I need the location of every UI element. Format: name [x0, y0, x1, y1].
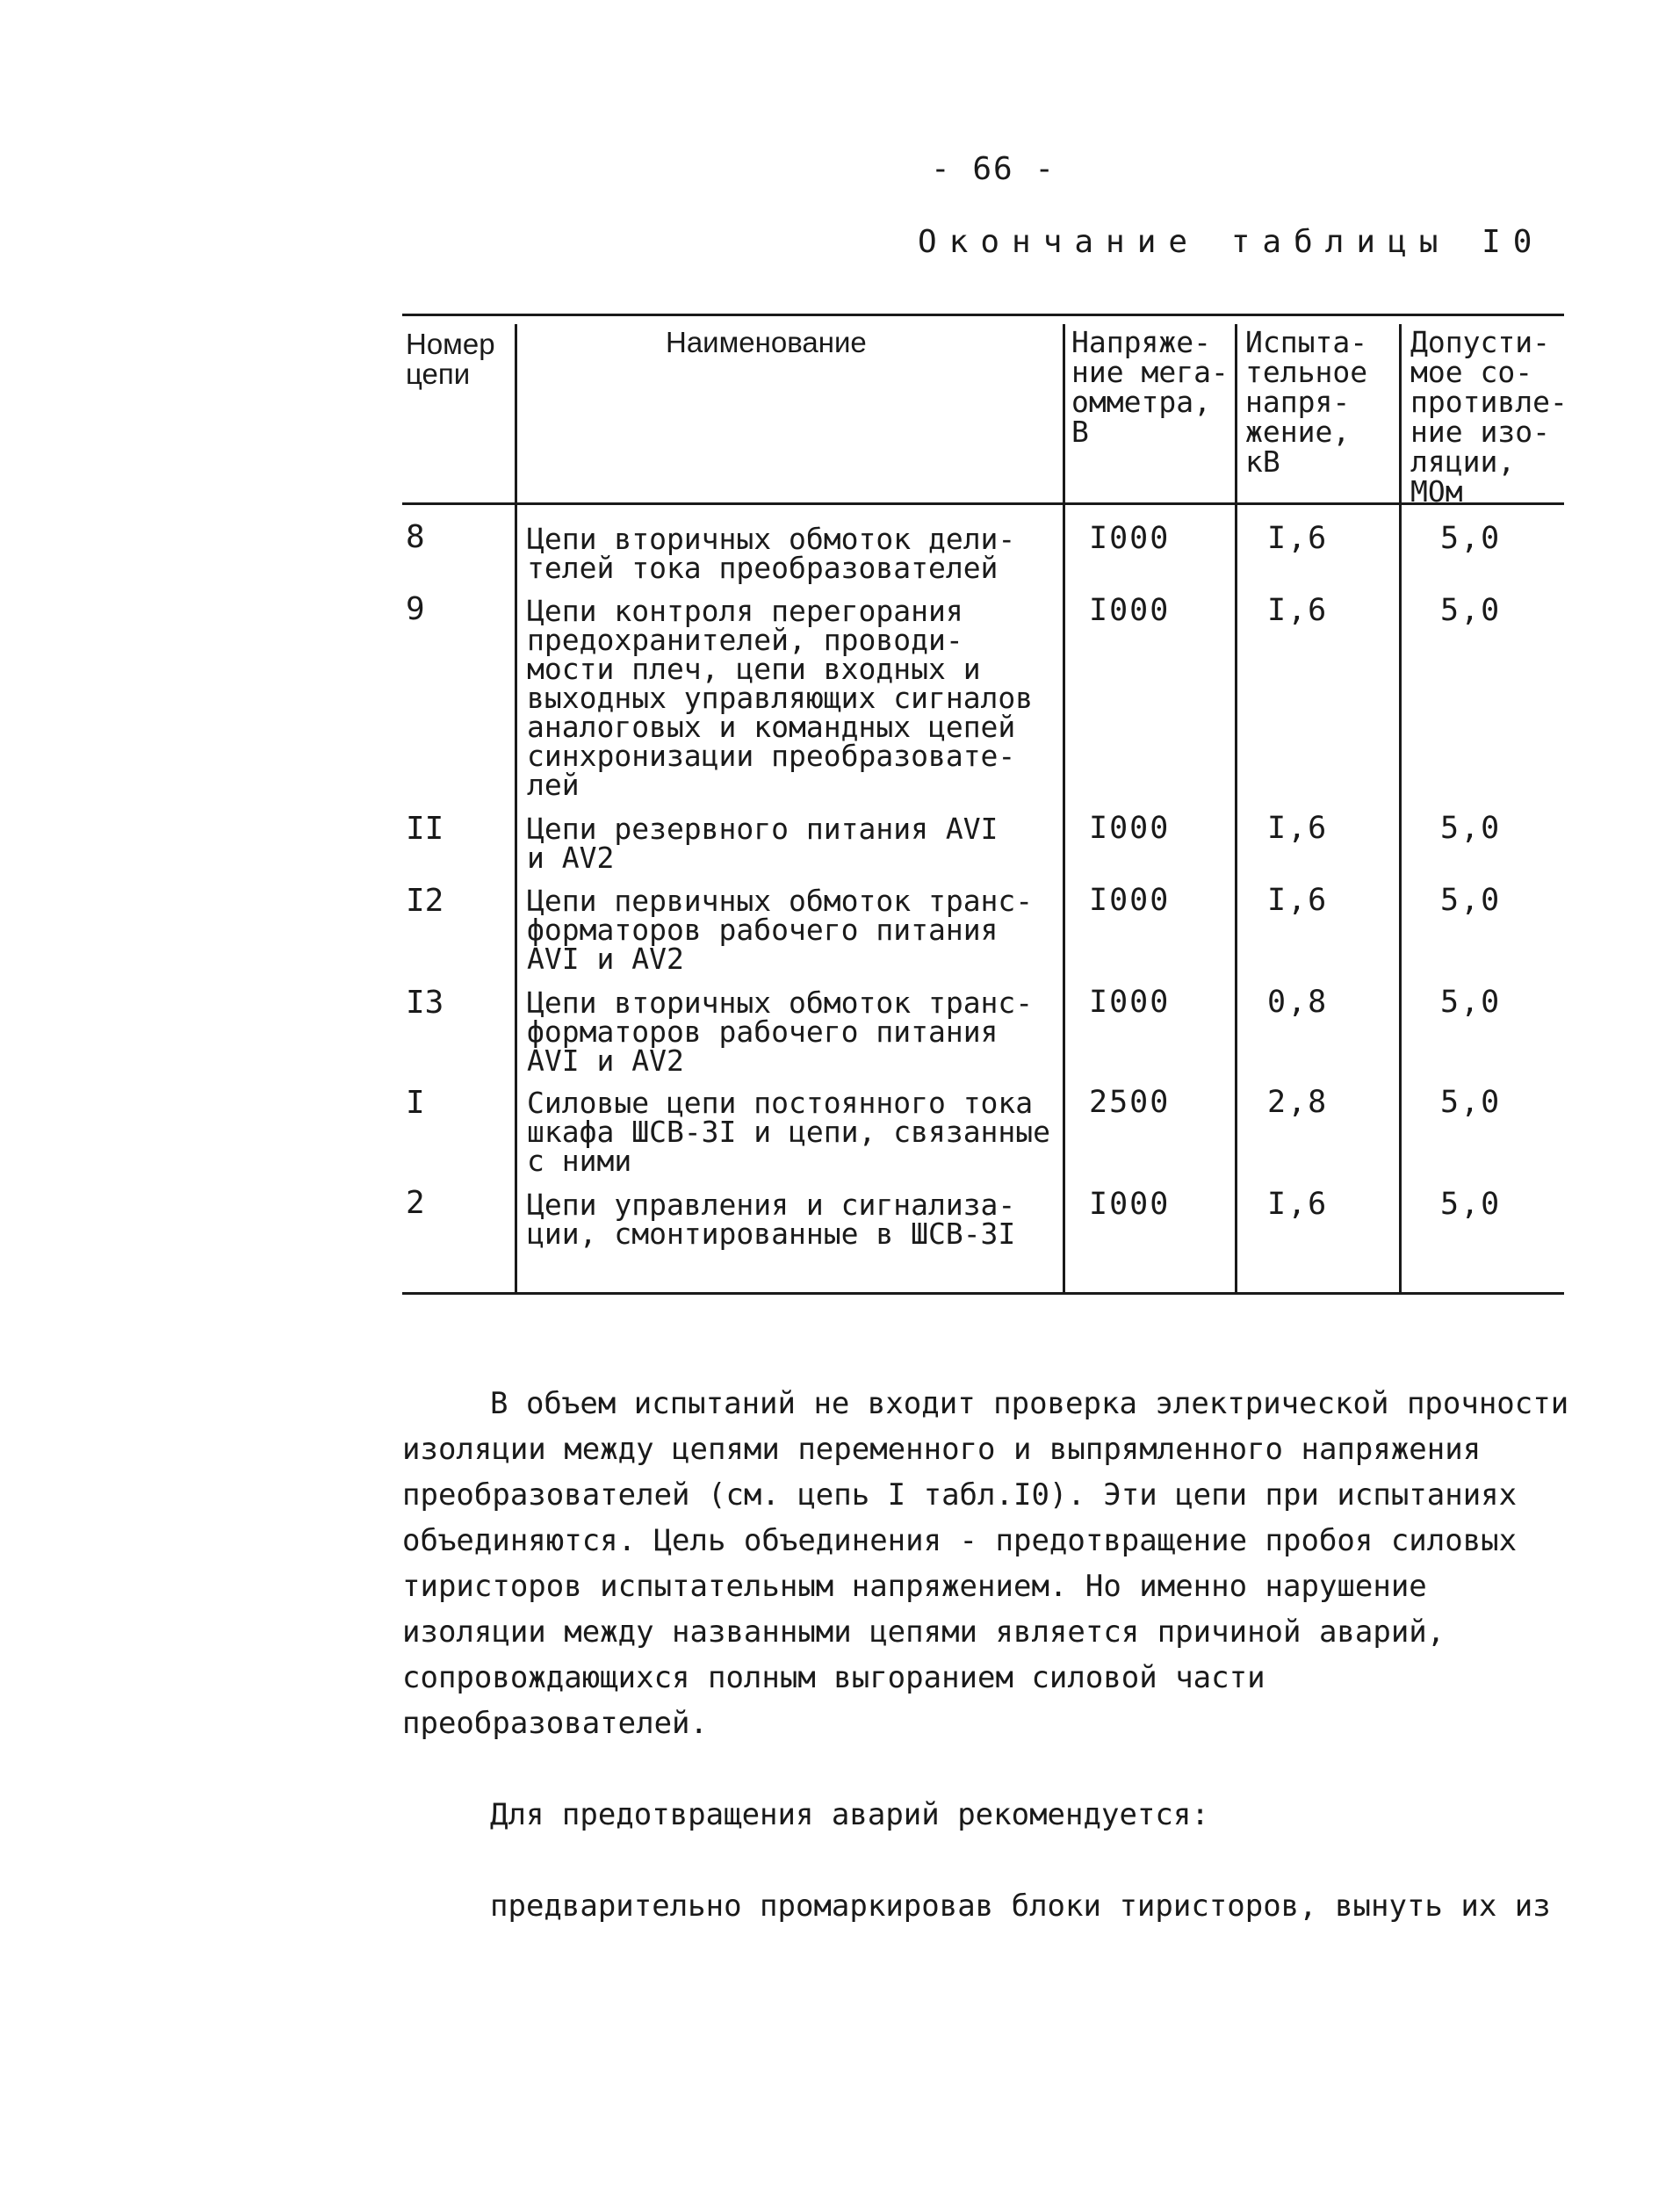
insulation-table: [402, 314, 1568, 1295]
test-voltage: I,6: [1267, 883, 1329, 918]
paragraph: предварительно промаркировав блоки тиристоров, вынуть их из: [490, 1889, 1551, 1924]
circuit-name: Цепи вторичных обмоток транс- форматоров рабочего питания AVI и AV2: [527, 986, 1034, 1078]
megohmmeter-voltage: I000: [1089, 985, 1171, 1020]
test-voltage: I,6: [1267, 1187, 1329, 1222]
circuit-number: 2: [406, 1185, 425, 1221]
table-top-rule: [402, 314, 1564, 316]
page-number: - 66 -: [931, 151, 1056, 187]
header-circuit-number: Номер цепи: [406, 328, 495, 390]
test-voltage: I,6: [1267, 811, 1329, 846]
header-name: Наименование: [666, 326, 867, 358]
insulation-resistance: 5,0: [1440, 811, 1502, 846]
megohmmeter-voltage: I000: [1089, 811, 1171, 846]
circuit-number: 8: [406, 519, 425, 555]
circuit-number: I2: [406, 883, 444, 919]
column-divider-3: [1235, 324, 1237, 1292]
circuit-number: I: [406, 1085, 425, 1121]
insulation-resistance: 5,0: [1440, 521, 1502, 556]
test-voltage: I,6: [1267, 521, 1329, 556]
header-megohmmeter-voltage: Напряже- ние мега- омметра, В: [1071, 325, 1229, 449]
circuit-name: Цепи контроля перегорания предохранителей, проводи- мости плеч, цепи входных и выходных управляющих сигналов аналоговых и командных цепей синхронизации преобразовате- лей: [527, 594, 1034, 802]
insulation-resistance: 5,0: [1440, 593, 1502, 628]
circuit-name: Силовые цепи постоянного тока шкафа ШСВ-3I и цепи, связанные с ними: [527, 1086, 1051, 1178]
insulation-resistance: 5,0: [1440, 883, 1502, 918]
body-text: [402, 1335, 1570, 1975]
megohmmeter-voltage: I000: [1089, 521, 1171, 556]
circuit-name: Цепи резервного питания AVI и AV2: [527, 812, 999, 875]
test-voltage: 2,8: [1267, 1085, 1329, 1120]
test-voltage: 0,8: [1267, 985, 1329, 1020]
megohmmeter-voltage: I000: [1089, 1187, 1171, 1222]
test-voltage: I,6: [1267, 593, 1329, 628]
column-divider-2: [1063, 324, 1065, 1292]
insulation-resistance: 5,0: [1440, 1085, 1502, 1120]
megohmmeter-voltage: I000: [1089, 883, 1171, 918]
circuit-number: I3: [406, 985, 444, 1021]
circuit-name: Цепи управления и сигнализа- ции, смонтированные в ШСВ-3I: [527, 1188, 1016, 1251]
column-divider-4: [1399, 324, 1402, 1292]
megohmmeter-voltage: 2500: [1089, 1085, 1171, 1120]
table-bottom-rule: [402, 1292, 1564, 1295]
paragraph: В объем испытаний не входит проверка электрической прочности изоляции между цепями переменного и выпрямленного напряжения преобразователей (см. цепь I табл.I0). Эти цепи при испытаниях объединяются. Цель объединения - предотвращение пробоя силовых тиристоров испытательным напряжением. Но именно нарушение изоляции между названными цепями является причиной аварий, сопровождающихся полным выгоранием силовой части преобразователей.: [402, 1386, 1569, 1741]
header-test-voltage: Испыта- тельное напря- жение, кВ: [1245, 325, 1368, 479]
circuit-name: Цепи вторичных обмоток дели- телей тока преобразователей: [527, 522, 1016, 585]
megohmmeter-voltage: I000: [1089, 593, 1171, 628]
circuit-name: Цепи первичных обмоток транс- форматоров рабочего питания AVI и AV2: [527, 884, 1034, 976]
table-caption: Окончание таблицы I0: [918, 224, 1545, 260]
column-divider-1: [515, 324, 517, 1292]
table-header-rule: [402, 502, 1564, 505]
insulation-resistance: 5,0: [1440, 985, 1502, 1020]
circuit-number: 9: [406, 591, 425, 627]
header-insulation-resistance: Допусти- мое со- противле- ние изо- ляции, МОм: [1410, 325, 1568, 509]
paragraph: Для предотвращения аварий рекомендуется:: [490, 1797, 1209, 1832]
circuit-number: II: [406, 811, 444, 847]
insulation-resistance: 5,0: [1440, 1187, 1502, 1222]
